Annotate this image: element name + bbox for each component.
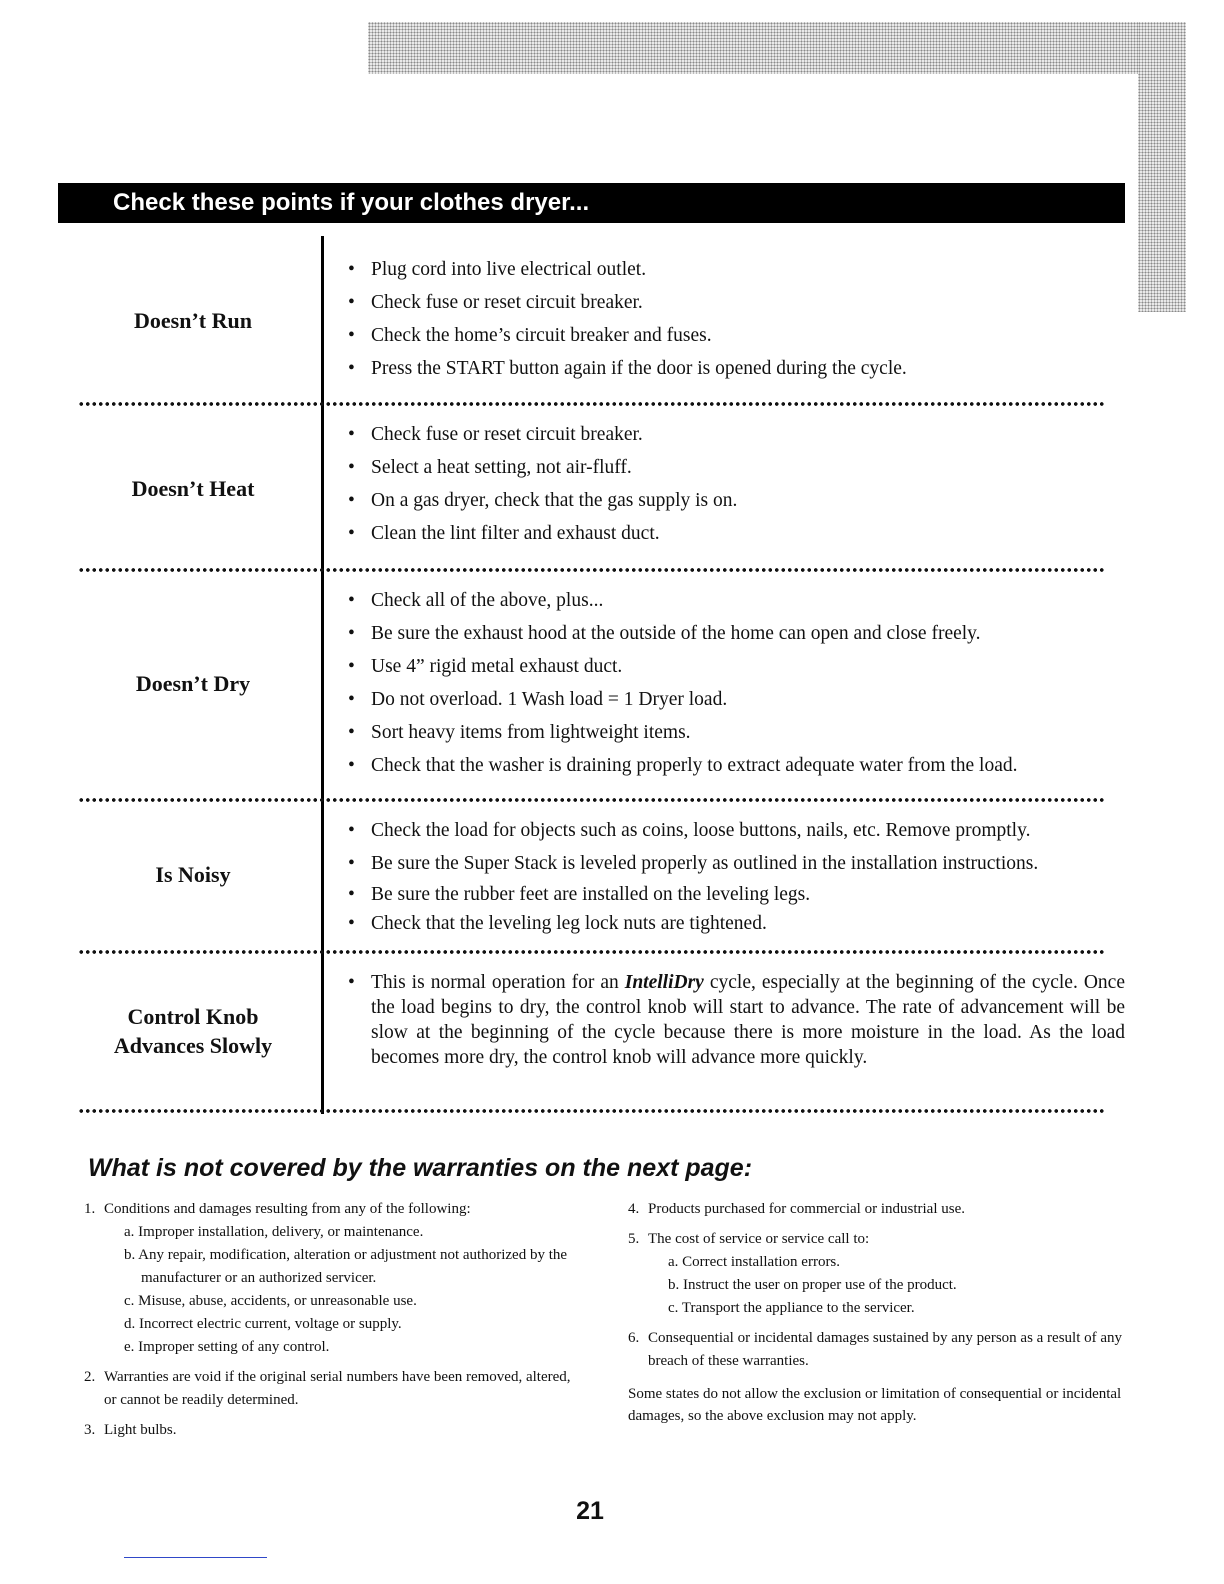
solution-item: • Check fuse or reset circuit breaker. (348, 418, 1128, 451)
row-label-line: Is Noisy (155, 862, 231, 887)
solution-list (348, 584, 1128, 782)
solution-item: • Use 4” rigid metal exhaust duct. (348, 650, 1128, 683)
item-number: 3. (84, 1422, 96, 1438)
solution-item: • Be sure the Super Stack is leveled properly as outlined in the installation instructions. (348, 847, 1128, 880)
dotted-separator (78, 401, 1104, 407)
warranty-column-right (628, 1198, 1128, 1427)
sub-item: c. Transport the appliance to the servicer. (668, 1300, 915, 1316)
item-text: Consequential or incidental damages sustained by any person as a result of any breach of these warranties. (648, 1330, 1123, 1369)
row-label-line: Doesn’t Run (134, 308, 252, 333)
row-label-line: Advances Slowly (113, 1033, 273, 1058)
solution-item: • Check the home’s circuit breaker and fuses. (348, 319, 1128, 352)
row-label (78, 1002, 308, 1060)
solution-item: • Be sure the rubber feet are installed on the leveling legs. (348, 880, 1128, 909)
warranty-item (84, 1366, 574, 1412)
sub-item: a. Improper installation, delivery, or maintenance. (124, 1224, 424, 1240)
solution-item: • Plug cord into live electrical outlet. (348, 253, 1128, 286)
row-label-line: Doesn’t Dry (135, 671, 251, 696)
item-number: 4. (628, 1201, 640, 1217)
item-text: Products purchased for commercial or industrial use. (648, 1201, 965, 1217)
warranty-note: Some states do not allow the exclusion or limitation of consequential or incidental damages, so the above exclusion may not apply. (628, 1386, 1122, 1424)
decorative-side-band (1138, 22, 1186, 312)
solution-list (348, 814, 1128, 938)
item-number: 1. (84, 1201, 96, 1217)
warranty-item (84, 1198, 574, 1359)
sub-item: d. Incorrect electric current, voltage or supply. (124, 1316, 402, 1332)
solution-item: • Check that the washer is draining properly to extract adequate water from the load. (348, 749, 1128, 782)
item-text: Conditions and damages resulting from any of the following: (104, 1201, 471, 1217)
solution-item: • Check fuse or reset circuit breaker. (348, 286, 1128, 319)
row-label-line: Control Knob (127, 1004, 259, 1029)
solution-item: • Do not overload. 1 Wash load = 1 Dryer load. (348, 683, 1128, 716)
solution-item: • Check that the leveling leg lock nuts are tightened. (348, 909, 1128, 938)
sub-item: c. Misuse, abuse, accidents, or unreasonable use. (124, 1293, 417, 1309)
solution-list (348, 418, 1128, 550)
warranty-item (628, 1198, 1128, 1221)
sub-item: b. Instruct the user on proper use of the product. (668, 1277, 957, 1293)
solution-list (348, 253, 1128, 385)
item-number: 2. (84, 1369, 96, 1385)
page-number: 21 (576, 1497, 604, 1525)
solution-item: • On a gas dryer, check that the gas supply is on. (348, 484, 1128, 517)
warranty-heading: What is not covered by the warranties on the next page: (88, 1154, 753, 1182)
brand-emphasis: IntelliDry (624, 972, 704, 993)
solution-item: • Be sure the exhaust hood at the outside of the home can open and close freely. (348, 617, 1128, 650)
solution-item: • Select a heat setting, not air-fluff. (348, 451, 1128, 484)
column-divider (321, 236, 324, 1114)
warranty-item (84, 1419, 574, 1442)
item-text: Light bulbs. (104, 1422, 177, 1438)
row-label (78, 474, 308, 503)
dotted-separator (78, 949, 1104, 955)
item-number: 5. (628, 1231, 640, 1247)
solution-item: • Check the load for objects such as coins, loose buttons, nails, etc. Remove promptly. (348, 814, 1128, 847)
solution-paragraph (348, 970, 1125, 1070)
row-label (78, 669, 308, 698)
warranty-item (628, 1327, 1128, 1373)
sub-item: b. Any repair, modification, alteration or adjustment not authorized by the manufacturer or an authorized servicer. (124, 1247, 568, 1286)
footer-rule (124, 1557, 267, 1558)
item-text: The cost of service or service call to: (648, 1231, 870, 1247)
solution-item: • Press the START button again if the door is opened during the cycle. (348, 352, 1128, 385)
sub-item: a. Correct installation errors. (668, 1254, 841, 1270)
item-number: 6. (628, 1330, 640, 1346)
dotted-separator (78, 797, 1104, 803)
row-label (78, 860, 308, 889)
paragraph-text: cycle, especially at the beginning of the cycle. Once the load begins to dry, the control knob will start to advance. The rate of advancement will be slow at the beginning of the cycle because there is more moisture in the load. As the load becomes more dry, the control knob will advance more quickly. (371, 972, 1125, 1068)
solution-list (348, 970, 1125, 1070)
paragraph-text: This is normal operation for an (371, 972, 625, 993)
warranty-item (628, 1228, 1128, 1320)
solution-item: • Clean the lint filter and exhaust duct. (348, 517, 1128, 550)
dotted-separator (78, 567, 1104, 573)
decorative-corner-band (368, 22, 1186, 74)
sub-item: e. Improper setting of any control. (124, 1339, 330, 1355)
row-label (78, 306, 308, 335)
item-text: Warranties are void if the original serial numbers have been removed, altered, or cannot be readily determined. (104, 1369, 571, 1408)
dotted-separator (78, 1108, 1104, 1114)
section-banner: Check these points if your clothes dryer... (58, 183, 1125, 223)
solution-item: • Sort heavy items from lightweight items. (348, 716, 1128, 749)
warranty-column-left (84, 1198, 574, 1449)
solution-item: • Check all of the above, plus... (348, 584, 1128, 617)
row-label-line: Doesn’t Heat (131, 476, 255, 501)
